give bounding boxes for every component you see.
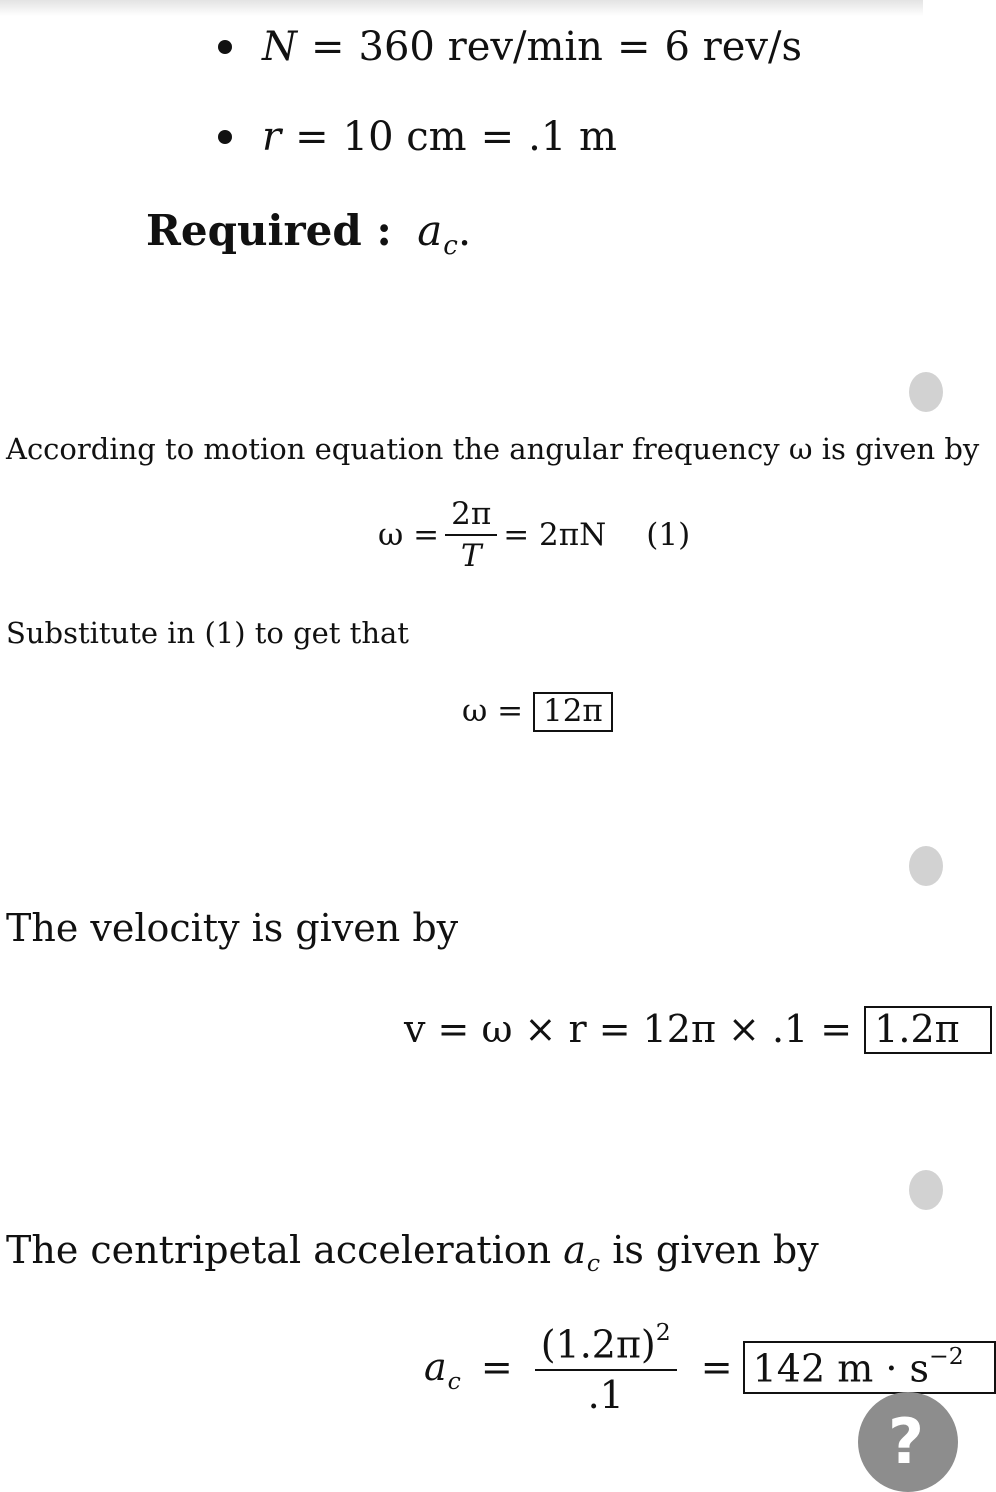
help-icon[interactable]: ?	[858, 1392, 958, 1492]
top-shadow	[0, 0, 923, 16]
step1-text: According to motion equation the angular frequency ω is given by	[6, 432, 980, 466]
boxed-result: 142 $m \cdot s^{-2}$	[743, 1341, 996, 1393]
step2-text: Substitute in (1) to get that	[6, 616, 409, 650]
step1-equation: ω = $\frac{2\pi}{T}$ = 2πN (1)	[378, 496, 691, 574]
comment-icon[interactable]	[909, 1170, 943, 1210]
accel-symbol: a	[563, 1228, 586, 1272]
step4-text: The centripetal acceleration $a_c$ is given by	[6, 1228, 819, 1278]
symbol-n: N	[262, 24, 297, 70]
equation-tag: (1)	[646, 517, 691, 553]
step2-equation: ω = 12π	[462, 692, 613, 732]
comment-icon[interactable]	[909, 846, 943, 886]
step3-text: The velocity is given by	[6, 906, 459, 950]
given-n-line: N = 360 rev/min = 6 rev/s	[218, 24, 802, 70]
required-symbol: a	[417, 206, 443, 255]
boxed-result: 12π	[533, 692, 613, 732]
required-line: Required : $a_c$.	[146, 206, 472, 262]
step4-equation: a c = $\frac{(1.2\pi)^2}{.1}$ = 142 $m \cdot s^{-2}$	[424, 1318, 996, 1417]
fraction: $\frac{(1.2\pi)^2}{.1}$	[535, 1318, 677, 1417]
bullet-icon	[218, 40, 232, 54]
value-m: .1 m	[528, 114, 617, 160]
given-r-line: r = 10 cm = .1 m	[218, 114, 617, 160]
required-subscript: c	[443, 231, 458, 262]
step3-equation: v = ω × r = 12π × .1 = 1.2π	[404, 1006, 992, 1054]
comment-icon[interactable]	[909, 372, 943, 412]
symbol-r: r	[262, 114, 282, 160]
bullet-icon	[218, 130, 232, 144]
fraction: $\frac{2\pi}{T}$	[445, 496, 497, 574]
value-cm: 10 cm	[342, 114, 467, 160]
value-rev-min: 360 rev/min	[358, 24, 603, 70]
required-label: Required :	[146, 206, 392, 255]
value-rev-s: 6 rev/s	[664, 24, 803, 70]
boxed-result: 1.2π	[864, 1006, 991, 1054]
